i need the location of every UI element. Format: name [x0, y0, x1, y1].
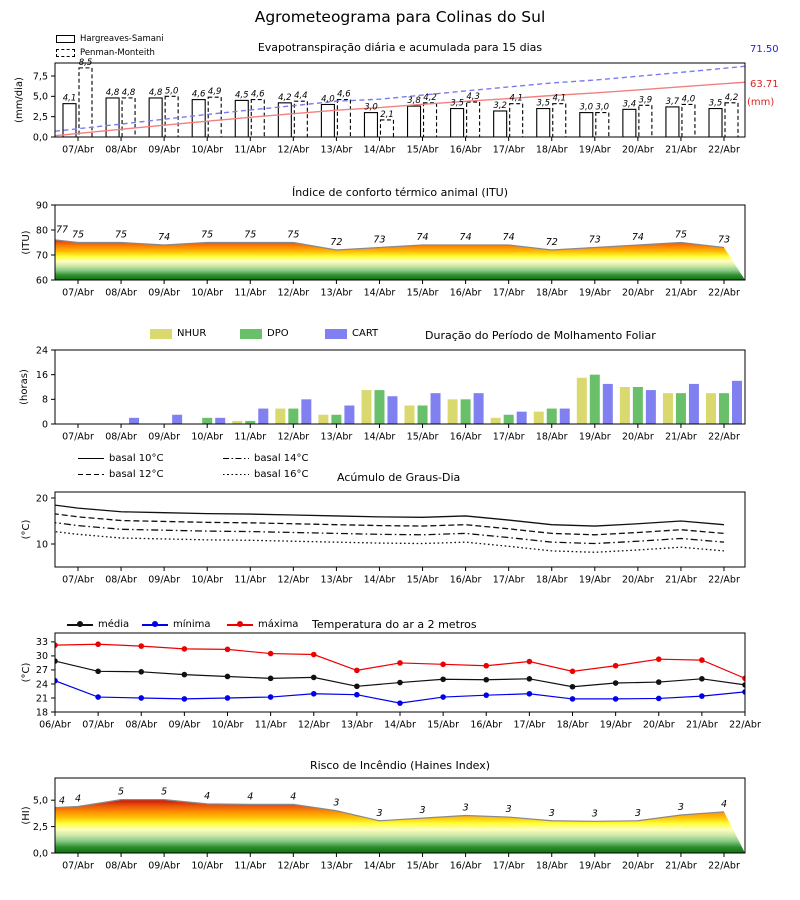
legend-label: CART: [352, 328, 379, 339]
svg-text:4: 4: [247, 791, 254, 803]
svg-text:13/Abr: 13/Abr: [341, 719, 373, 731]
svg-text:09/Abr: 09/Abr: [148, 144, 181, 156]
svg-text:08/Abr: 08/Abr: [105, 431, 137, 443]
svg-text:4: 4: [74, 793, 82, 805]
svg-text:10/Abr: 10/Abr: [191, 574, 224, 586]
temp-plot: [21, 633, 761, 731]
svg-text:60: 60: [35, 275, 48, 287]
svg-text:72: 72: [330, 237, 343, 248]
graus-plot: [21, 492, 745, 586]
svg-text:(ITU): (ITU): [21, 230, 32, 255]
svg-text:17/Abr: 17/Abr: [513, 719, 546, 731]
svg-text:5,0: 5,0: [32, 91, 48, 103]
svg-text:4: 4: [720, 798, 728, 810]
maxima-line-swatch-icon: [227, 624, 253, 626]
svg-text:21/Abr: 21/Abr: [665, 860, 697, 872]
svg-text:12/Abr: 12/Abr: [277, 860, 310, 872]
svg-text:75: 75: [674, 229, 687, 241]
svg-text:3: 3: [505, 804, 512, 816]
svg-text:10/Abr: 10/Abr: [211, 719, 244, 731]
svg-text:3: 3: [376, 807, 383, 819]
svg-text:21/Abr: 21/Abr: [665, 144, 697, 156]
svg-text:22/Abr: 22/Abr: [708, 287, 740, 299]
chart-title-itu: Índice de conforto térmico animal (ITU): [291, 186, 509, 199]
svg-text:18/Abr: 18/Abr: [535, 574, 568, 586]
svg-text:16/Abr: 16/Abr: [449, 431, 482, 443]
svg-text:15/Abr: 15/Abr: [406, 431, 439, 443]
svg-text:3,5: 3,5: [450, 98, 464, 109]
svg-text:3,0: 3,0: [595, 102, 610, 113]
svg-text:3: 3: [634, 807, 641, 819]
svg-text:4,1: 4,1: [62, 93, 77, 104]
svg-text:3: 3: [677, 801, 684, 813]
svg-text:4,9: 4,9: [207, 87, 222, 98]
svg-text:75: 75: [201, 229, 214, 241]
hargreaves-cumulative-total: 63.71: [750, 79, 779, 90]
svg-text:0: 0: [41, 419, 48, 431]
svg-text:17/Abr: 17/Abr: [492, 144, 525, 156]
cart-swatch-icon: [325, 329, 347, 339]
svg-text:2,5: 2,5: [32, 821, 48, 833]
svg-text:10: 10: [35, 539, 48, 551]
legend-item-minima: [142, 619, 211, 630]
svg-text:4: 4: [58, 795, 66, 807]
svg-text:22/Abr: 22/Abr: [708, 574, 740, 586]
svg-text:74: 74: [502, 232, 515, 243]
svg-text:21/Abr: 21/Abr: [665, 574, 697, 586]
legend-label: basal 12°C: [109, 469, 164, 480]
svg-text:8,5: 8,5: [78, 57, 93, 68]
svg-text:72: 72: [545, 237, 558, 248]
svg-text:19/Abr: 19/Abr: [599, 719, 632, 731]
svg-text:0,0: 0,0: [32, 848, 48, 860]
svg-text:3: 3: [462, 802, 469, 814]
svg-text:30: 30: [35, 651, 48, 663]
legend-item-media: [67, 619, 129, 630]
solid-line-swatch-icon: [78, 458, 104, 460]
svg-text:24: 24: [35, 345, 48, 357]
svg-text:4,0: 4,0: [681, 94, 696, 105]
svg-text:09/Abr: 09/Abr: [168, 719, 201, 731]
dpm-data: [129, 375, 742, 424]
svg-text:75: 75: [244, 229, 257, 241]
svg-text:19/Abr: 19/Abr: [578, 287, 611, 299]
svg-text:16/Abr: 16/Abr: [470, 719, 503, 731]
svg-text:4,4: 4,4: [294, 91, 308, 102]
svg-text:20/Abr: 20/Abr: [642, 719, 675, 731]
svg-text:3: 3: [419, 805, 426, 817]
svg-text:17/Abr: 17/Abr: [492, 287, 525, 299]
svg-text:09/Abr: 09/Abr: [148, 860, 181, 872]
dpm-plot: [19, 345, 745, 442]
legend-label: Penman-Monteith: [80, 48, 155, 58]
svg-text:80: 80: [35, 225, 48, 237]
media-line-swatch-icon: [67, 624, 93, 626]
svg-text:0,0: 0,0: [32, 132, 48, 144]
svg-text:73: 73: [588, 234, 601, 246]
legend-item-basal12: [78, 469, 163, 480]
svg-text:70: 70: [35, 250, 48, 262]
svg-text:19/Abr: 19/Abr: [578, 574, 611, 586]
svg-text:08/Abr: 08/Abr: [105, 860, 137, 872]
svg-text:3,0: 3,0: [364, 102, 378, 113]
legend-label: basal 16°C: [254, 469, 309, 480]
svg-text:5: 5: [118, 786, 125, 798]
svg-text:11/Abr: 11/Abr: [254, 719, 287, 731]
svg-text:3: 3: [333, 797, 340, 809]
svg-text:10/Abr: 10/Abr: [191, 287, 224, 299]
svg-text:14/Abr: 14/Abr: [363, 574, 396, 586]
svg-text:3,7: 3,7: [665, 96, 680, 107]
svg-text:19/Abr: 19/Abr: [578, 860, 611, 872]
svg-text:3,5: 3,5: [536, 98, 551, 109]
svg-text:4,2: 4,2: [278, 92, 292, 103]
dpo-swatch-icon: [240, 329, 262, 339]
svg-text:75: 75: [71, 229, 85, 241]
svg-text:08/Abr: 08/Abr: [105, 287, 137, 299]
svg-text:21: 21: [35, 693, 48, 705]
svg-text:73: 73: [717, 234, 731, 246]
svg-text:16/Abr: 16/Abr: [449, 574, 482, 586]
legend-label: basal 10°C: [109, 453, 164, 464]
svg-text:15/Abr: 15/Abr: [406, 860, 439, 872]
chart-title-degree-days: Acúmulo de Graus-Dia: [337, 471, 461, 484]
svg-text:4,8: 4,8: [148, 87, 163, 98]
svg-text:11/Abr: 11/Abr: [234, 860, 267, 872]
svg-text:8: 8: [41, 394, 48, 406]
svg-text:22/Abr: 22/Abr: [708, 144, 740, 156]
legend-label: máxima: [258, 619, 299, 630]
svg-text:4,3: 4,3: [466, 92, 480, 103]
svg-text:07/Abr: 07/Abr: [62, 287, 94, 299]
svg-text:20: 20: [35, 493, 48, 505]
svg-text:12/Abr: 12/Abr: [277, 431, 310, 443]
svg-text:21/Abr: 21/Abr: [686, 719, 718, 731]
svg-text:14/Abr: 14/Abr: [363, 431, 396, 443]
svg-text:18/Abr: 18/Abr: [535, 431, 568, 443]
chart-title-leaf-wetness: Duração do Período de Molhamento Foliar: [425, 329, 656, 342]
svg-text:4,2: 4,2: [724, 92, 739, 103]
legend-item-basal14: [223, 453, 308, 464]
svg-text:10/Abr: 10/Abr: [191, 144, 224, 156]
evapo-plot: [14, 58, 745, 156]
svg-text:12/Abr: 12/Abr: [277, 287, 310, 299]
svg-text:20/Abr: 20/Abr: [622, 287, 654, 299]
svg-text:16/Abr: 16/Abr: [449, 287, 482, 299]
svg-text:13/Abr: 13/Abr: [320, 860, 353, 872]
legend-item-basal16: [223, 469, 308, 480]
svg-text:13/Abr: 13/Abr: [320, 144, 353, 156]
svg-text:73: 73: [373, 234, 386, 246]
legend-label: mínima: [173, 619, 211, 630]
svg-text:20/Abr: 20/Abr: [622, 144, 654, 156]
svg-text:14/Abr: 14/Abr: [363, 860, 396, 872]
svg-text:2,5: 2,5: [32, 111, 48, 123]
svg-text:4,2: 4,2: [423, 92, 437, 103]
svg-text:21/Abr: 21/Abr: [665, 287, 697, 299]
svg-text:22/Abr: 22/Abr: [708, 860, 740, 872]
svg-text:18/Abr: 18/Abr: [535, 144, 568, 156]
cumulative-unit-label: (mm): [747, 97, 775, 108]
legend-label: basal 14°C: [254, 453, 309, 464]
svg-text:11/Abr: 11/Abr: [234, 144, 267, 156]
svg-text:4,0: 4,0: [321, 94, 335, 105]
svg-text:3,5: 3,5: [708, 98, 723, 109]
svg-text:2,1: 2,1: [380, 109, 394, 120]
svg-text:74: 74: [631, 232, 644, 243]
svg-text:3,9: 3,9: [638, 95, 653, 106]
svg-text:16: 16: [35, 369, 48, 381]
svg-text:13/Abr: 13/Abr: [320, 287, 353, 299]
svg-text:07/Abr: 07/Abr: [62, 860, 94, 872]
svg-text:16/Abr: 16/Abr: [449, 144, 482, 156]
legend-label: DPO: [267, 328, 289, 339]
svg-text:09/Abr: 09/Abr: [148, 287, 181, 299]
svg-text:08/Abr: 08/Abr: [105, 574, 137, 586]
legend-item-nhur: [150, 328, 206, 339]
itu-plot: [21, 200, 745, 298]
svg-text:75: 75: [115, 229, 128, 241]
svg-text:(°C): (°C): [21, 662, 32, 683]
svg-text:14/Abr: 14/Abr: [384, 719, 416, 731]
svg-text:90: 90: [35, 200, 48, 212]
svg-text:20/Abr: 20/Abr: [622, 574, 654, 586]
svg-text:07/Abr: 07/Abr: [62, 431, 94, 443]
svg-text:15/Abr: 15/Abr: [406, 574, 439, 586]
svg-text:20/Abr: 20/Abr: [622, 860, 654, 872]
svg-text:08/Abr: 08/Abr: [125, 719, 158, 731]
svg-text:07/Abr: 07/Abr: [62, 574, 94, 586]
svg-text:11/Abr: 11/Abr: [234, 287, 267, 299]
minima-line-swatch-icon: [142, 624, 168, 626]
svg-text:4,5: 4,5: [235, 90, 249, 101]
svg-text:4,8: 4,8: [105, 87, 120, 98]
svg-text:4,6: 4,6: [191, 89, 206, 100]
page-title: Agrometeograma para Colinas do Sul: [254, 8, 546, 26]
nhur-swatch-icon: [150, 329, 172, 339]
svg-text:4,6: 4,6: [251, 89, 265, 100]
svg-text:24: 24: [35, 679, 48, 691]
svg-text:74: 74: [416, 232, 429, 243]
svg-text:15/Abr: 15/Abr: [406, 144, 439, 156]
haines-plot: [21, 778, 745, 872]
svg-text:7,5: 7,5: [32, 71, 48, 83]
svg-text:5,0: 5,0: [164, 86, 179, 97]
legend-item-dpo: [240, 328, 289, 339]
dashdot-line-swatch-icon: [223, 458, 249, 460]
svg-text:(°C): (°C): [21, 519, 32, 540]
chart-title-temperature: Temperatura do ar a 2 metros: [312, 618, 477, 631]
svg-text:5,0: 5,0: [32, 795, 48, 807]
svg-text:11/Abr: 11/Abr: [234, 431, 267, 443]
svg-text:16/Abr: 16/Abr: [449, 860, 482, 872]
svg-text:09/Abr: 09/Abr: [148, 431, 181, 443]
svg-text:14/Abr: 14/Abr: [363, 287, 396, 299]
svg-text:4,1: 4,1: [509, 93, 523, 104]
svg-text:10/Abr: 10/Abr: [191, 431, 224, 443]
svg-text:3,8: 3,8: [407, 96, 421, 107]
svg-text:13/Abr: 13/Abr: [320, 574, 353, 586]
graus-axes: [21, 492, 745, 586]
svg-text:74: 74: [158, 232, 171, 243]
svg-text:3: 3: [591, 808, 598, 820]
svg-text:4,8: 4,8: [121, 87, 136, 98]
legend-item-cart: [325, 328, 378, 339]
svg-text:20/Abr: 20/Abr: [622, 431, 654, 443]
svg-text:(HI): (HI): [21, 806, 32, 825]
svg-text:12/Abr: 12/Abr: [297, 719, 330, 731]
svg-text:07/Abr: 07/Abr: [82, 719, 114, 731]
svg-text:12/Abr: 12/Abr: [277, 144, 310, 156]
svg-text:5: 5: [161, 786, 168, 798]
graus-data: [35, 503, 724, 553]
svg-text:17/Abr: 17/Abr: [492, 431, 525, 443]
svg-text:3,0: 3,0: [579, 102, 594, 113]
svg-text:11/Abr: 11/Abr: [234, 574, 267, 586]
itu-data: [35, 238, 745, 281]
svg-text:15/Abr: 15/Abr: [427, 719, 459, 731]
dashed-line-swatch-icon: [78, 474, 104, 476]
svg-text:22/Abr: 22/Abr: [708, 431, 740, 443]
svg-text:17/Abr: 17/Abr: [492, 860, 525, 872]
chart-title-haines: Risco de Incêndio (Haines Index): [309, 759, 491, 772]
svg-text:12/Abr: 12/Abr: [277, 574, 310, 586]
svg-text:(mm/dia): (mm/dia): [14, 77, 25, 123]
svg-text:19/Abr: 19/Abr: [578, 144, 611, 156]
svg-text:77: 77: [55, 224, 69, 236]
svg-text:(horas): (horas): [19, 369, 30, 405]
dotted-line-swatch-icon: [223, 474, 249, 476]
svg-text:74: 74: [459, 232, 472, 243]
svg-text:17/Abr: 17/Abr: [492, 574, 525, 586]
svg-text:07/Abr: 07/Abr: [62, 144, 94, 156]
legend-item-maxima: [227, 619, 298, 630]
legend-label: média: [98, 619, 130, 630]
svg-text:27: 27: [35, 665, 48, 677]
svg-text:14/Abr: 14/Abr: [363, 144, 396, 156]
penman-cumulative-total: 71.50: [750, 44, 779, 55]
temp-data: [52, 641, 748, 705]
svg-text:3: 3: [548, 807, 555, 819]
svg-text:13/Abr: 13/Abr: [320, 431, 353, 443]
svg-text:18/Abr: 18/Abr: [535, 287, 568, 299]
svg-text:18/Abr: 18/Abr: [556, 719, 589, 731]
svg-text:3,4: 3,4: [622, 99, 637, 110]
svg-text:3,2: 3,2: [493, 100, 507, 111]
legend-item-basal10: [78, 453, 163, 464]
svg-text:4: 4: [204, 790, 211, 802]
svg-text:15/Abr: 15/Abr: [406, 287, 439, 299]
svg-text:10/Abr: 10/Abr: [191, 860, 224, 872]
legend-label: NHUR: [177, 328, 207, 339]
svg-text:08/Abr: 08/Abr: [105, 144, 137, 156]
svg-text:4,1: 4,1: [552, 93, 567, 104]
svg-text:19/Abr: 19/Abr: [578, 431, 611, 443]
svg-text:4: 4: [290, 791, 297, 803]
svg-text:22/Abr: 22/Abr: [729, 719, 761, 731]
svg-text:18/Abr: 18/Abr: [535, 860, 568, 872]
svg-text:06/Abr: 06/Abr: [39, 719, 71, 731]
svg-text:4,6: 4,6: [337, 89, 351, 100]
svg-text:09/Abr: 09/Abr: [148, 574, 181, 586]
svg-text:18: 18: [35, 707, 48, 719]
svg-text:33: 33: [35, 637, 48, 649]
legend-label: Hargreaves-Samani: [80, 34, 164, 44]
svg-text:75: 75: [287, 229, 300, 241]
chart-title-evapotranspiration: Evapotranspiração diária e acumulada para 15 dias: [257, 41, 543, 54]
svg-text:21/Abr: 21/Abr: [665, 431, 697, 443]
